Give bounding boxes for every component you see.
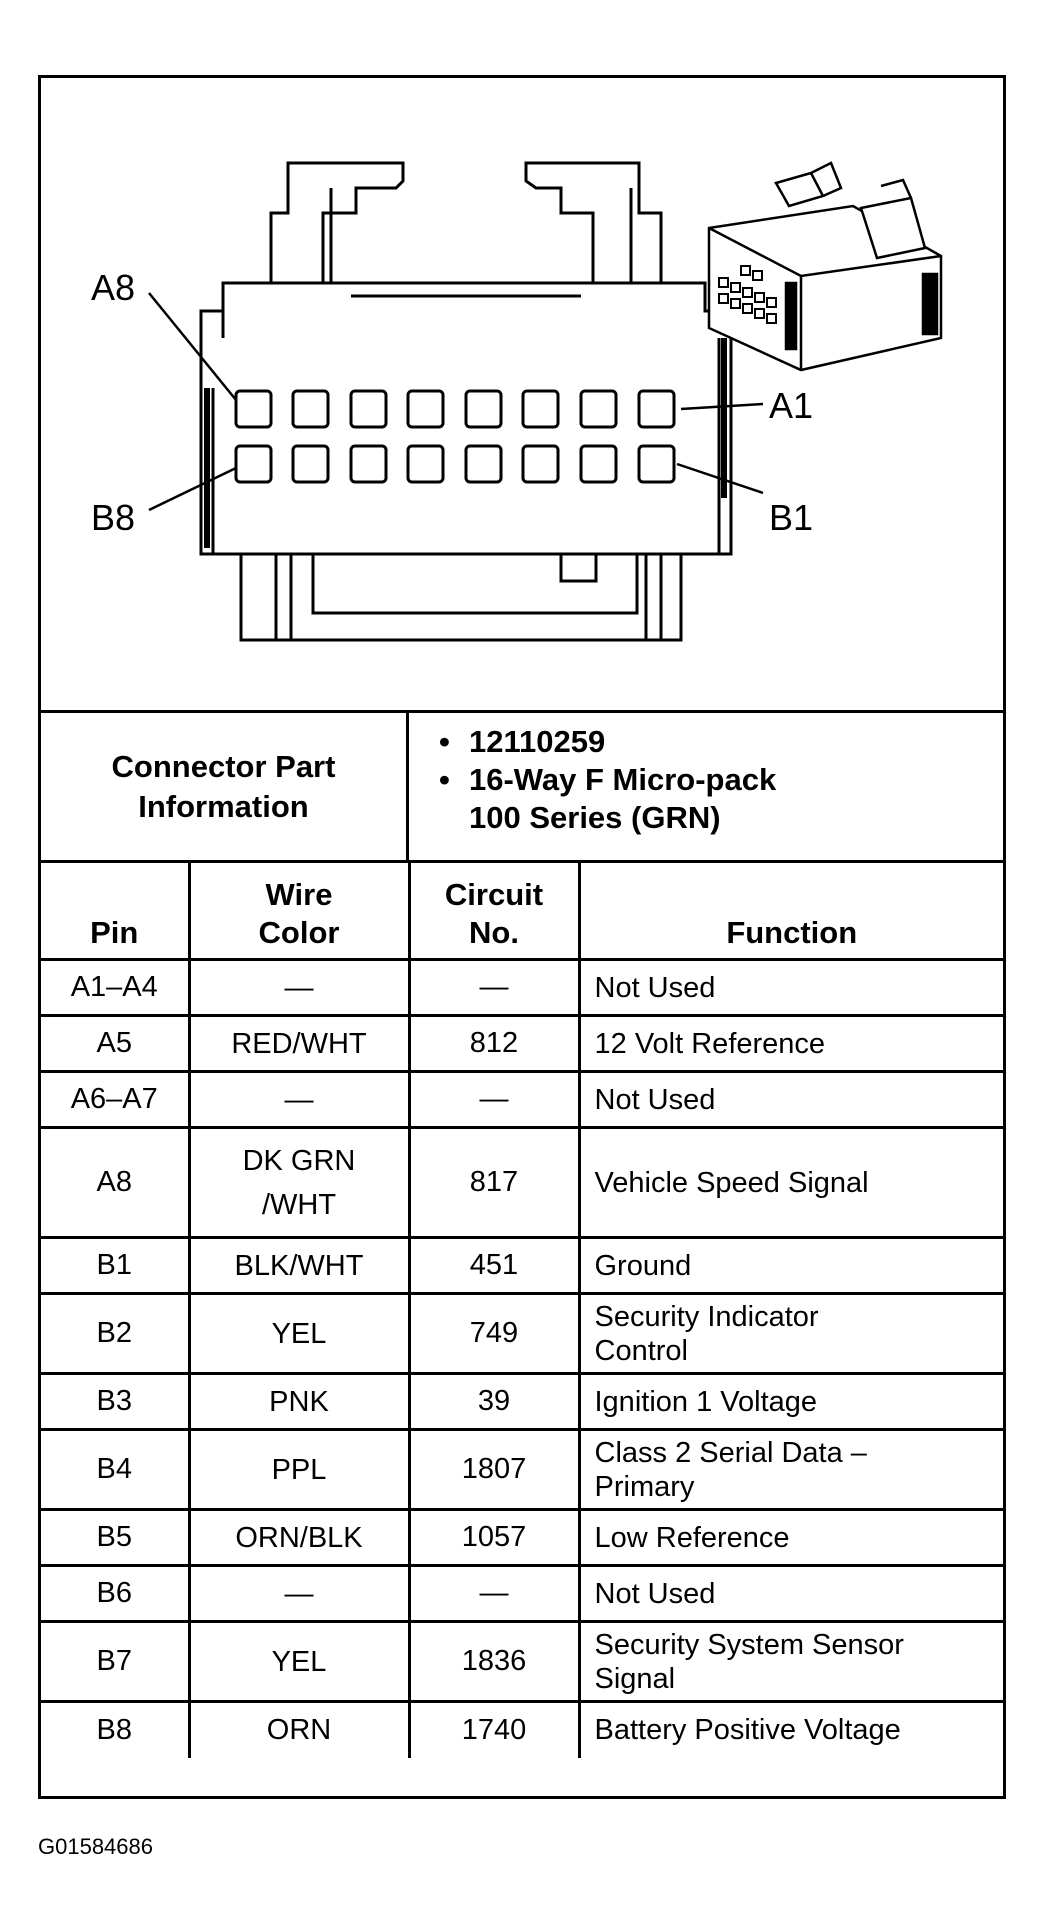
circuit-cell: —: [409, 960, 579, 1016]
circuit-cell: 1057: [409, 1510, 579, 1566]
wire-color-cell: —: [189, 960, 409, 1016]
function-cell: Low Reference: [579, 1510, 1003, 1566]
pin-cell: B3: [41, 1374, 189, 1430]
pin-table-body: [41, 960, 1003, 1758]
bullet-icon: •: [439, 762, 450, 797]
pin-cell: B8: [41, 1702, 189, 1758]
table-row: [41, 1238, 1003, 1294]
circuit-cell: 1740: [409, 1702, 579, 1758]
pin-label-b1: B1: [769, 497, 814, 538]
circuit-cell: 451: [409, 1238, 579, 1294]
table-row: [41, 1622, 1003, 1702]
function-cell: Not Used: [579, 1072, 1003, 1128]
pin-cell: B7: [41, 1622, 189, 1702]
function-cell: Vehicle Speed Signal: [579, 1128, 1003, 1238]
circuit-cell: 749: [409, 1294, 579, 1374]
circuit-cell: 817: [409, 1128, 579, 1238]
pin-label-b8: B8: [91, 497, 136, 538]
connector-isometric-icon: [709, 163, 941, 370]
table-row: [41, 1128, 1003, 1238]
header-wire-color: Wire Color: [189, 862, 409, 960]
part-info-label: [41, 713, 409, 860]
part-info-label-line1: Connector Part: [111, 748, 336, 784]
wire-color-cell: ORN/BLK: [189, 1510, 409, 1566]
function-cell: Class 2 Serial Data – Primary: [579, 1430, 1003, 1510]
pin-label-a1: A1: [769, 385, 814, 426]
table-row: [41, 1702, 1003, 1758]
circuit-cell: —: [409, 1072, 579, 1128]
wire-color-cell: YEL: [189, 1294, 409, 1374]
part-number: 12110259: [469, 724, 606, 759]
pin-cell: B4: [41, 1430, 189, 1510]
function-cell: Battery Positive Voltage: [579, 1702, 1003, 1758]
connector-face-drawing: [41, 78, 1003, 710]
function-cell: Ground: [579, 1238, 1003, 1294]
wire-color-cell: PPL: [189, 1430, 409, 1510]
function-cell: Security Indicator Control: [579, 1294, 1003, 1374]
function-cell: 12 Volt Reference: [579, 1016, 1003, 1072]
pin-cell: A5: [41, 1016, 189, 1072]
pin-cell: B6: [41, 1566, 189, 1622]
wire-color-cell: BLK/WHT: [189, 1238, 409, 1294]
table-row: [41, 1566, 1003, 1622]
connector-frame: [38, 75, 1006, 1799]
wire-color-cell: YEL: [189, 1622, 409, 1702]
part-info-item: [439, 761, 1003, 837]
pin-cavities: [236, 391, 674, 482]
wire-color-cell: —: [189, 1566, 409, 1622]
header-function: Function: [579, 862, 1003, 960]
table-row: [41, 1294, 1003, 1374]
circuit-cell: 812: [409, 1016, 579, 1072]
table-row: [41, 1072, 1003, 1128]
function-cell: Ignition 1 Voltage: [579, 1374, 1003, 1430]
figure-code: G01584686: [38, 1834, 153, 1859]
wire-color-cell: ORN: [189, 1702, 409, 1758]
function-cell: Not Used: [579, 1566, 1003, 1622]
header-circuit: Circuit No.: [409, 862, 579, 960]
part-info-item: [439, 723, 1003, 761]
circuit-cell: —: [409, 1566, 579, 1622]
table-row: [41, 1430, 1003, 1510]
part-info-list: [409, 713, 1003, 860]
pin-cell: B1: [41, 1238, 189, 1294]
bullet-icon: •: [439, 724, 450, 759]
table-row: [41, 1510, 1003, 1566]
part-description: 16-Way F Micro-pack 100 Series (GRN): [469, 762, 777, 835]
circuit-cell: 39: [409, 1374, 579, 1430]
table-row: [41, 960, 1003, 1016]
wire-color-cell: RED/WHT: [189, 1016, 409, 1072]
wire-color-cell: —: [189, 1072, 409, 1128]
function-cell: Not Used: [579, 960, 1003, 1016]
circuit-cell: 1807: [409, 1430, 579, 1510]
function-cell: Security System Sensor Signal: [579, 1622, 1003, 1702]
pin-label-a8: A8: [91, 267, 136, 308]
header-pin: Pin: [41, 862, 189, 960]
part-info-label-line2: Information: [138, 788, 309, 824]
pin-cell: B2: [41, 1294, 189, 1374]
pin-cell: A1–A4: [41, 960, 189, 1016]
connector-part-info: [41, 710, 1003, 860]
wire-color-cell: PNK: [189, 1374, 409, 1430]
table-row: [41, 1016, 1003, 1072]
pin-table: [41, 860, 1003, 1758]
table-row: [41, 1374, 1003, 1430]
wire-color-cell: DK GRN /WHT: [189, 1128, 409, 1238]
connector-diagram: [41, 78, 1003, 710]
pin-cell: A6–A7: [41, 1072, 189, 1128]
circuit-cell: 1836: [409, 1622, 579, 1702]
pin-cell: B5: [41, 1510, 189, 1566]
pin-cell: A8: [41, 1128, 189, 1238]
